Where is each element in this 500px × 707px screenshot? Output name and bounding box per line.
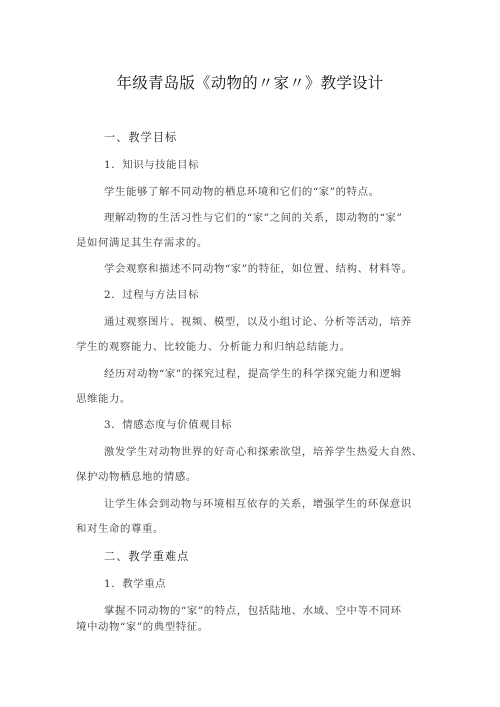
paragraph-line: 学生的观察能力、比较能力、分析能力和归纳总结能力。 <box>76 341 351 353</box>
subheading-process-methods: 2．过程与方法目标 <box>104 289 200 301</box>
paragraph-line: 和对生命的尊重。 <box>76 523 164 535</box>
subheading-knowledge-skills: 1．知识与技能目标 <box>104 159 200 171</box>
document-title: 年级青岛版《动物的〃家〃》教学设计 <box>116 74 384 92</box>
section-heading-objectives: 一、教学目标 <box>104 131 178 144</box>
subheading-teaching-focus: 1．教学重点 <box>104 578 167 590</box>
paragraph-line: 境中动物“家”的典型特征。 <box>76 621 209 633</box>
subheading-emotion-values: 3．情感态度与价值观目标 <box>104 419 233 431</box>
paragraph-line: 让学生体会到动物与环境相互依存的关系，增强学生的环保意识 <box>104 498 412 510</box>
paragraph-line: 保护动物栖息地的情感。 <box>76 471 197 483</box>
paragraph-line: 是如何满足其生存需求的。 <box>76 237 208 249</box>
paragraph-line: 学生能够了解不同动物的栖息环境和它们的“家”的特点。 <box>104 186 380 198</box>
paragraph-line: 通过观察图片、视频、模型，以及小组讨论、分析等活动，培养 <box>104 316 412 328</box>
paragraph-line: 经历对动物“家”的探究过程，提高学生的科学探究能力和逻辑 <box>104 368 402 380</box>
paragraph-line: 激发学生对动物世界的好奇心和探索欲望，培养学生热爱大自然、 <box>104 446 423 458</box>
paragraph-line: 学会观察和描述不同动物“家”的特征，如位置、结构、材料等。 <box>104 263 413 275</box>
paragraph-line: 掌握不同动物的“家”的特点，包括陆地、水域、空中等不同环 <box>104 605 402 617</box>
section-heading-key-points: 二、教学重难点 <box>104 550 190 563</box>
paragraph-line: 思维能力。 <box>76 393 131 405</box>
paragraph-line: 理解动物的生活习性与它们的“家”之间的关系，即动物的“家” <box>104 212 403 224</box>
